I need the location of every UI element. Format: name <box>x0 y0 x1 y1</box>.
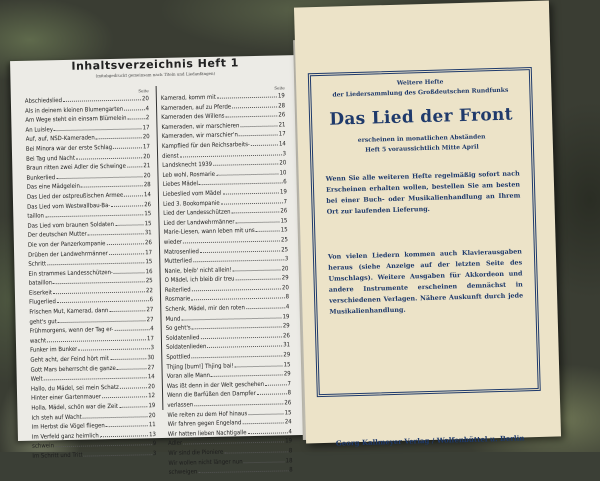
toc-entry-title: Wir sind die Pioniere <box>168 448 224 457</box>
toc-leader-dots <box>114 272 145 274</box>
ad-frame <box>308 67 541 448</box>
toc-entry-title: bataillon <box>28 279 53 288</box>
toc-entry-page: 15 <box>284 408 292 416</box>
toc-entry-page: 3 <box>282 149 287 157</box>
toc-entry-page: 20 <box>142 133 150 141</box>
toc-leader-dots <box>236 279 281 281</box>
toc-leader-dots <box>216 173 278 175</box>
toc-leader-dots <box>111 205 143 207</box>
toc-entry-title: Reiterlied <box>164 286 191 294</box>
toc-leader-dots <box>127 166 143 167</box>
toc-entry-page: 6 <box>283 178 287 186</box>
toc-entry-page: 26 <box>144 200 152 208</box>
toc-entry-title: Kameraden, wir marschier'n <box>161 131 238 141</box>
toc-entry-title: schwein <box>32 442 55 451</box>
toc-leader-dots <box>211 375 283 378</box>
toc-leader-dots <box>88 234 144 236</box>
toc-leader-dots <box>127 118 144 119</box>
toc-entry-page: 22 <box>145 287 153 295</box>
toc-entry-page: 27 <box>146 306 154 314</box>
toc-entry-page: 7 <box>283 197 288 205</box>
toc-leader-dots <box>83 416 148 418</box>
toc-leader-dots <box>76 157 142 159</box>
toc-entry-title: dienst <box>162 152 179 160</box>
toc-leader-dots <box>232 212 280 214</box>
toc-leader-dots <box>265 384 286 385</box>
toc-entry-title: Nanie, bleib' nicht allein! <box>164 266 232 275</box>
toc-entry-title: Holla, Mädel, schön war die Zeit <box>31 402 119 412</box>
toc-entry-title: Wenn die Barfüßen den Dampfer <box>167 390 256 400</box>
toc-entry-title: Bei Minora war der erste Schlag <box>25 143 113 153</box>
toc-leader-dots <box>119 406 147 408</box>
toc-entry-page: 15 <box>144 210 152 218</box>
toc-leader-dots <box>114 329 149 331</box>
toc-entry-title: Landsknecht 1939 <box>162 161 213 170</box>
toc-entry-page: 20 <box>281 284 289 292</box>
ad-hero-title: Das Lied der Front <box>329 104 514 130</box>
toc-entry-page: 4 <box>145 104 150 112</box>
toc-leader-dots <box>57 301 149 304</box>
toc-leader-dots <box>54 128 142 131</box>
toc-entry-page: 29 <box>283 351 291 359</box>
toc-entry-page: 25 <box>280 236 288 244</box>
toc-leader-dots <box>120 387 147 389</box>
toc-entry-page: 2 <box>145 114 150 122</box>
toc-entry-page: 3 <box>152 450 157 458</box>
toc-entry-page: 3 <box>284 255 289 263</box>
toc-entry-title: Ich steh auf Wacht <box>31 413 82 422</box>
toc-leader-dots <box>239 135 278 137</box>
toc-entry-title: Rosmarie <box>165 295 191 304</box>
toc-leader-dots <box>191 355 282 358</box>
toc-entry-title: Im Schritt und Tritt <box>32 451 83 460</box>
toc-leader-dots <box>200 336 282 339</box>
toc-entry-title: Kameraden, auf zu Pferde <box>160 103 232 112</box>
toc-leader-dots <box>55 445 152 448</box>
toc-leader-dots <box>106 243 144 245</box>
toc-entry-title: Liebeslied vom Mädel <box>162 189 222 198</box>
toc-entry-title: Im Verfeld ganz heimlich <box>31 432 99 441</box>
toc-entry-page: 26 <box>278 111 286 119</box>
ad-line-4: Heft 5 voraussichtlich Mitte April <box>365 143 479 154</box>
toc-leader-dots <box>56 176 142 179</box>
toc-entry-page: 19 <box>277 92 285 100</box>
toc-leader-dots <box>194 403 283 406</box>
toc-entry-title: Matrosenlied <box>164 247 199 256</box>
toc-entry-title: Hinter einer Gartenmauer <box>31 393 102 403</box>
toc-leader-dots <box>235 365 283 367</box>
toc-entry-title: Das Lied vom braunen Soldaten <box>27 220 115 230</box>
toc-entry-page: 25 <box>281 245 289 253</box>
toc-leader-dots <box>221 202 283 204</box>
toc-entry-page: 14 <box>147 373 155 381</box>
toc-entry-title: Abschiedslied <box>24 96 63 105</box>
toc-entry-page: 6 <box>149 296 154 304</box>
toc-entry-title: Wir wollen nicht länger nun <box>168 457 243 467</box>
toc-entry-title: wacht <box>29 337 47 345</box>
toc-leader-dots <box>96 138 142 140</box>
toc-leader-dots <box>44 378 147 381</box>
left-page-table-of-contents <box>10 55 308 477</box>
column-header: Seite <box>138 88 149 94</box>
toc-entry-page: 16 <box>145 267 153 275</box>
toc-entry-page: 8 <box>287 389 292 397</box>
toc-leader-dots <box>244 461 285 463</box>
toc-entry-title: Mund <box>165 315 181 323</box>
toc-entry-title: Spottlied <box>166 353 191 361</box>
toc-entry-title: Kameraden, wir marschieren <box>161 122 240 131</box>
toc-entry-title: Soldatenlied <box>165 334 200 342</box>
ad-line-2: der Liedersammlung des Großdeutschen Rundfunks <box>332 86 509 99</box>
toc-leader-dots <box>191 298 284 301</box>
toc-entry-title: Geht acht, der Feind hört mit <box>30 355 109 364</box>
toc-entry-page: 9 <box>152 440 157 448</box>
toc-entry-page: 20 <box>279 159 287 167</box>
toc-entry-title: So geht's <box>165 324 191 333</box>
toc-entry <box>169 465 293 477</box>
toc-entry-title: Welt <box>30 375 43 383</box>
toc-entry-title: Wir hatten lieben Nachtigalle <box>167 428 247 438</box>
toc-leader-dots <box>200 250 280 253</box>
toc-leader-dots <box>198 470 288 473</box>
toc-entry-page: 19 <box>285 437 293 445</box>
toc-leader-dots <box>47 262 144 265</box>
toc-entry-title: Hallo, du Mädel, sei mein Schatz <box>30 383 119 393</box>
toc-entry-title: Marie-Liesen, wann leben mit uns <box>163 227 255 237</box>
toc-entry-page: 28 <box>278 101 286 110</box>
toc-entry-page: 19 <box>282 312 290 321</box>
toc-entry-title: Bunkerlied <box>26 173 56 182</box>
toc-leader-dots <box>58 320 146 323</box>
toc-entry-page: 14 <box>143 191 151 199</box>
toc-entry-title: An Luisley <box>25 125 54 134</box>
toc-entry-page: 31 <box>283 341 291 349</box>
toc-entry-title: Braun ritten zwei Adler die Schwinge <box>26 162 126 172</box>
toc-entry-title: Die von der Panzerkompanie <box>27 240 106 249</box>
ad-line-1: Weitere Hefte <box>396 78 444 87</box>
toc-entry-page: 17 <box>278 130 286 138</box>
toc-column-left <box>25 88 157 461</box>
toc-leader-dots <box>180 154 282 157</box>
toc-leader-dots <box>106 425 148 427</box>
toc-entry-page: 31 <box>144 229 152 237</box>
toc-entry-title: Wir fahren gegen Engeland <box>167 419 242 429</box>
toc-leader-dots <box>45 214 143 217</box>
ad-paragraph-1: Wenn Sie alle weiteren Hefte regelmäßig sofort nach Erscheinen erhalten wollen, bestellen Sie am besten bei einer Buch- oder Musikalienhandlung an Ihrem Ort zur laufenden Lieferung. <box>325 169 521 216</box>
toc-leader-dots <box>84 454 152 456</box>
toc-leader-dots <box>240 125 277 127</box>
toc-leader-dots <box>193 259 284 262</box>
toc-entry-page: 29 <box>283 370 291 378</box>
toc-leader-dots <box>248 413 283 415</box>
toc-leader-dots <box>81 186 143 188</box>
right-page-advertisement <box>294 1 561 448</box>
toc-entry-page: 26 <box>280 207 288 215</box>
toc-entry-page: 30 <box>147 354 155 362</box>
toc-entry-page: 4 <box>288 428 292 436</box>
toc-entry-page: 12 <box>148 392 156 400</box>
ad-paragraph-2: Von vielen Liedern kommen auch Klavierausgaben heraus (siehe Anzeige auf der letzten Seite des Umschlags). Weitere Ausgaben für Akkordeon und andere Instrumente erscheinen demnächst in verschiedenen Verlagen. Nähere Auskunft durch jede Musikalienhandlung. <box>327 247 524 316</box>
toc-entry-page: 27 <box>146 315 154 323</box>
toc-entry-page: 8 <box>288 447 293 455</box>
toc-entry-title: Drüben der Landwehrmänner <box>28 249 108 259</box>
toc-entry-title: Liebes Mädel <box>162 180 199 189</box>
toc-leader-dots <box>100 435 148 437</box>
toc-entry-title: geht's gut <box>29 317 57 326</box>
toc-leader-dots <box>226 116 278 118</box>
toc-entry-page: 7 <box>287 380 291 388</box>
toc-entry-title: Mutterlied <box>164 257 192 265</box>
toc-entry-title: wieder <box>163 238 183 246</box>
toc-entry-page: 18 <box>285 456 293 464</box>
toc-leader-dots <box>183 442 284 445</box>
toc-leader-dots <box>232 106 277 108</box>
toc-subtitle: (mitabgedruckt gemeinsam nach Titeln und Liedanfängen) <box>95 70 216 79</box>
toc-entry-page: 25 <box>145 277 153 285</box>
toc-entry-page: 29 <box>281 274 289 282</box>
toc-entry-page: 19 <box>148 402 156 410</box>
toc-entry-title: Bei Tag und Nacht <box>26 154 75 163</box>
toc-leader-dots <box>242 423 283 425</box>
toc-entry-title: Der deutschen Mutter <box>27 230 87 240</box>
toc-leader-dots <box>199 183 282 186</box>
toc-entry-page: 8 <box>285 293 290 301</box>
toc-column-right <box>161 85 293 477</box>
toc-leader-dots <box>124 195 143 196</box>
toc-entry-page: 14 <box>278 140 286 148</box>
toc-entry-page: 15 <box>145 258 153 266</box>
toc-entry-title: Flugerlied <box>29 298 56 307</box>
toc-entry-title: Ein strammes Landesschützen- <box>28 268 114 278</box>
toc-entry-title: Kampflied für den Reichsarbeits- <box>161 141 251 150</box>
toc-entry-title: Als in deinem kleinen Blumengarten <box>25 105 124 115</box>
toc-entry-page: 17 <box>142 143 150 151</box>
toc-leader-dots <box>236 221 280 223</box>
toc-leader-dots <box>109 253 144 255</box>
toc-entry-title: O Mädel, ich bleib dir treu <box>164 275 235 285</box>
toc-entry-title: Adler <box>168 439 183 448</box>
toc-entry-page: 10 <box>279 169 287 177</box>
toc-leader-dots <box>256 231 280 233</box>
toc-entry-title: verlassen <box>167 401 194 409</box>
toc-entry-title: Voran alle Mann <box>166 372 211 381</box>
toc-entry-page: 3 <box>150 344 155 352</box>
toc-entry-page: 26 <box>282 332 290 340</box>
toc-entry-page: 15 <box>283 360 291 369</box>
toc-leader-dots <box>183 240 280 243</box>
toc-leader-dots <box>124 109 144 110</box>
toc-leader-dots <box>63 99 141 102</box>
toc-entry-page: 17 <box>146 334 154 343</box>
toc-entry-page: 28 <box>143 181 151 189</box>
toc-entry-page: 21 <box>278 121 286 129</box>
toc-leader-dots <box>207 346 282 349</box>
toc-leader-dots <box>248 432 288 434</box>
toc-leader-dots <box>115 224 144 226</box>
toc-leader-dots <box>257 394 287 396</box>
toc-title: Inhaltsverzeichnis Heft 1 <box>71 56 240 73</box>
toc-entry-page: 15 <box>144 219 152 228</box>
toc-entry-page: 20 <box>147 382 155 391</box>
toc-entry-page: 24 <box>284 418 292 426</box>
toc-leader-dots <box>213 164 278 166</box>
toc-leader-dots <box>217 96 277 98</box>
toc-leader-dots <box>181 317 281 320</box>
toc-entry-title: Funker im Bunker <box>30 346 78 355</box>
toc-entry-title: Frühmorgens, wenn der Tag er- <box>29 326 114 335</box>
toc-entry-page: 21 <box>143 162 151 170</box>
toc-entry-page: 20 <box>143 171 151 180</box>
toc-leader-dots <box>109 310 145 312</box>
toc-leader-dots <box>47 339 146 342</box>
toc-leader-dots <box>113 147 142 149</box>
toc-entry-title: Gott Mars beherrscht die ganze <box>30 364 116 374</box>
toc-leader-dots <box>251 144 278 146</box>
toc-entry-title: Das Lied der ostpreußischen Armee <box>26 191 124 201</box>
toc-entry-page: 13 <box>148 430 156 439</box>
toc-entry-title: taillon <box>27 212 45 220</box>
toc-leader-dots <box>110 358 147 360</box>
toc-entry-title: Am Wege steht ein einsam Blümelein <box>25 114 127 124</box>
toc-leader-dots <box>192 327 282 330</box>
toc-entry-page: 29 <box>282 322 290 330</box>
toc-entry-title: Das Lied vom Westwallbau-Ba- <box>27 201 111 211</box>
toc-entry-title: Leb wohl, Rosmarie <box>162 170 216 179</box>
column-header: Seite <box>274 85 285 91</box>
toc-entry-page: 20 <box>143 152 151 160</box>
toc-entry <box>32 449 156 461</box>
toc-entry-title: Schenk, Mädel, mir den roten <box>165 304 245 313</box>
toc-leader-dots <box>192 288 281 291</box>
toc-entry-title: Schritt <box>28 260 47 268</box>
toc-leader-dots <box>233 269 281 271</box>
toc-entry-title: Lied der Landesschützen <box>163 208 231 218</box>
toc-entry-page: 8 <box>289 466 293 474</box>
toc-entry-page: 17 <box>142 123 150 132</box>
toc-entry-title: Lied 3. Bookompanie <box>163 199 220 208</box>
toc-entry-title: schweigen <box>168 468 198 477</box>
toc-entry-page: 15 <box>280 226 288 234</box>
toc-entry-page: 19 <box>279 188 287 196</box>
toc-entry-page: 11 <box>148 421 156 429</box>
toc-entry-page: 20 <box>148 411 156 419</box>
toc-entry-title: Im Herbst die Vögel fliegen <box>31 422 105 431</box>
toc-entry-title: Soldatenlieden <box>166 343 207 352</box>
ad-line-3: erscheinen in monatlichen Abständen <box>357 133 486 144</box>
toc-entry-title: Eiserkeit <box>28 289 53 297</box>
toc-entry-title: Auf, auf, NSD-Kameraden <box>25 134 95 144</box>
toc-leader-dots <box>222 192 279 194</box>
toc-entry-page: 17 <box>145 248 153 256</box>
toc-entry-title: Das eine Mädgelein <box>26 182 80 192</box>
toc-entry-page: 20 <box>281 264 289 273</box>
toc-entry-title: Kameraden des Willens <box>161 112 225 122</box>
toc-entry-page: 4 <box>150 325 154 333</box>
toc-entry-page: 20 <box>141 95 149 103</box>
toc-leader-dots <box>102 397 147 399</box>
toc-leader-dots <box>53 282 145 285</box>
toc-leader-dots <box>246 307 285 309</box>
toc-entry-page: 27 <box>147 363 155 371</box>
toc-entry-title: Lied der Landwehrmänner <box>163 218 235 227</box>
toc-entry-title: Frischen Mut, Kamerad, dann <box>29 307 109 316</box>
toc-entry-title: Thjing [bum!] Thjing bai! <box>166 362 234 371</box>
toc-entry-title: Wie reiten zu dem Hof hinaus <box>167 409 248 419</box>
publisher-line: Georg Kallmeyer Verlag / Wolfenbüttel u. Berlin <box>335 433 525 448</box>
toc-entry-page: 15 <box>280 217 288 225</box>
toc-entry-title: Was ißt denn in der Welt geschehen <box>166 380 265 390</box>
toc-leader-dots <box>78 349 149 351</box>
toc-leader-dots <box>53 291 145 294</box>
toc-leader-dots <box>117 368 147 370</box>
toc-entry-title: Kamerad, komm mit <box>160 93 216 102</box>
toc-entry-page: 26 <box>284 399 292 407</box>
toc-entry-page: 4 <box>285 303 290 311</box>
toc-entry-page: 26 <box>144 239 152 247</box>
